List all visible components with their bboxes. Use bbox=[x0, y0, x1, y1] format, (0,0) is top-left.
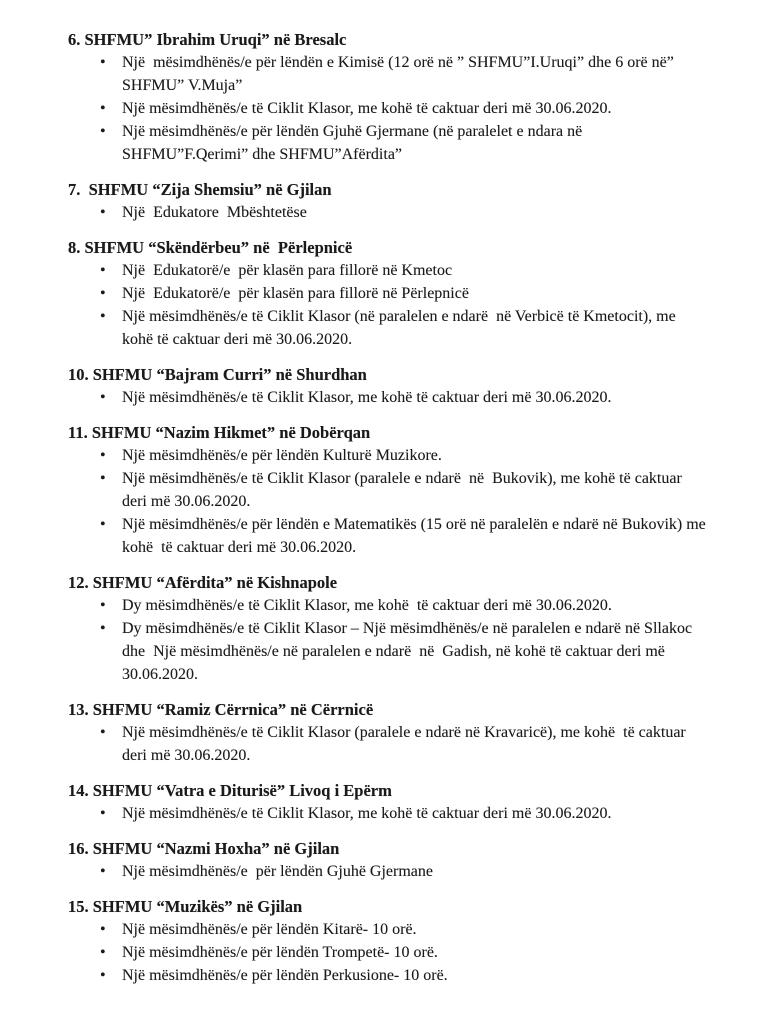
vacancy-item bbox=[100, 120, 706, 166]
school-heading: 15. SHFMU “Muzikës” në Gjilan bbox=[68, 897, 303, 916]
vacancy-item bbox=[100, 594, 706, 617]
vacancy-text: Një mësimdhënës/e për lëndën e Kimisë (12 orë në ” SHFMU”I.Uruqi” dhe 6 orë në” SHFMU” V.Muja” bbox=[122, 54, 678, 94]
bullet-icon: • bbox=[100, 447, 106, 464]
bullet-icon: • bbox=[100, 308, 106, 325]
vacancy-item bbox=[100, 305, 706, 351]
vacancy-list bbox=[68, 386, 706, 409]
vacancy-text: Një mësimdhënës/e për lëndën Trompetë- 10 orë. bbox=[122, 944, 438, 961]
vacancy-list bbox=[68, 860, 706, 883]
bullet-icon: • bbox=[100, 516, 106, 533]
vacancy-list bbox=[68, 594, 706, 686]
vacancy-item bbox=[100, 941, 706, 964]
vacancy-text: Një Edukatorë/e për klasën para fillorë në Përlepnicë bbox=[122, 285, 469, 302]
school-section-8 bbox=[68, 236, 706, 351]
vacancy-text: Një mësimdhënës/e për lëndën Kulturë Muzikore. bbox=[122, 447, 442, 464]
school-heading: 14. SHFMU “Vatra e Diturisë” Livoq i Epërm bbox=[68, 781, 392, 800]
vacancy-item bbox=[100, 513, 710, 559]
bullet-icon: • bbox=[100, 285, 106, 302]
vacancy-item bbox=[100, 617, 706, 686]
vacancy-text: Një mësimdhënës/e të Ciklit Klasor, me kohë të caktuar deri më 30.06.2020. bbox=[122, 100, 612, 117]
vacancy-text: Një mësimdhënës/e për lëndën Kitarë- 10 orë. bbox=[122, 921, 417, 938]
vacancy-item bbox=[100, 386, 706, 409]
bullet-icon: • bbox=[100, 123, 106, 140]
vacancy-item bbox=[100, 964, 706, 987]
vacancy-text: Dy mësimdhënës/e të Ciklit Klasor – Një mësimdhënës/e në paralelen e ndarë në Sllakoc dhe Një mësimdhënës/e në paralelen e ndarë në Gadish, në kohë të caktuar deri më 30.06.2020. bbox=[122, 620, 701, 683]
bullet-icon: • bbox=[100, 805, 106, 822]
vacancy-item bbox=[100, 918, 706, 941]
vacancy-item bbox=[100, 201, 706, 224]
bullet-icon: • bbox=[100, 944, 106, 961]
school-section-11 bbox=[68, 421, 710, 559]
vacancy-text: Një mësimdhënës/e të Ciklit Klasor (paralele e ndarë në Kravaricë), me kohë të caktuar deri më 30.06.2020. bbox=[122, 724, 690, 764]
bullet-icon: • bbox=[100, 967, 106, 984]
school-section-13 bbox=[68, 698, 706, 767]
vacancy-text: Një mësimdhënës/e të Ciklit Klasor (në paralelen e ndarë në Verbicë të Kmetocit), me kohë të caktuar deri më 30.06.2020. bbox=[122, 308, 680, 348]
vacancy-item bbox=[100, 802, 706, 825]
bullet-icon: • bbox=[100, 100, 106, 117]
school-section-6 bbox=[68, 28, 706, 166]
school-heading: 16. SHFMU “Nazmi Hoxha” në Gjilan bbox=[68, 839, 340, 858]
vacancy-text: Një mësimdhënës/e për lëndën Gjuhë Gjermane bbox=[122, 863, 433, 880]
bullet-icon: • bbox=[100, 262, 106, 279]
school-heading: 10. SHFMU “Bajram Curri” në Shurdhan bbox=[68, 365, 367, 384]
bullet-icon: • bbox=[100, 389, 106, 406]
school-heading: 6. SHFMU” Ibrahim Uruqi” në Bresalc bbox=[68, 30, 347, 49]
bullet-icon: • bbox=[100, 54, 106, 71]
vacancy-item bbox=[100, 97, 706, 120]
vacancy-text: Një mësimdhënës/e për lëndën Perkusione- 10 orë. bbox=[122, 967, 448, 984]
vacancy-text: Dy mësimdhënës/e të Ciklit Klasor, me kohë të caktuar deri më 30.06.2020. bbox=[122, 597, 612, 614]
bullet-icon: • bbox=[100, 863, 106, 880]
vacancy-text: Një mësimdhënës/e të Ciklit Klasor, me kohë të caktuar deri më 30.06.2020. bbox=[122, 389, 612, 406]
vacancy-item bbox=[100, 282, 706, 305]
school-heading: 12. SHFMU “Afërdita” në Kishnapole bbox=[68, 573, 338, 592]
bullet-icon: • bbox=[100, 597, 106, 614]
vacancy-item bbox=[100, 467, 706, 513]
vacancy-text: Një mësimdhënës/e të Ciklit Klasor (paralele e ndarë në Bukovik), me kohë të caktuar deri më 30.06.2020. bbox=[122, 470, 686, 510]
vacancy-item bbox=[100, 721, 706, 767]
vacancy-item bbox=[100, 860, 706, 883]
vacancy-item bbox=[100, 444, 706, 467]
vacancy-text: Një mësimdhënës/e për lëndën Gjuhë Gjermane (në paralelet e ndara në SHFMU”F.Qerimi” dhe SHFMU”Afërdita” bbox=[122, 123, 587, 163]
school-heading: 8. SHFMU “Skëndërbeu” në Përlepnicë bbox=[68, 238, 353, 257]
vacancy-text: Një Edukatorë/e për klasën para fillorë në Kmetoc bbox=[122, 262, 453, 279]
vacancy-text: Një Edukatore Mbështetëse bbox=[122, 204, 307, 221]
school-section-16 bbox=[68, 837, 706, 883]
school-section-15 bbox=[68, 895, 706, 987]
vacancy-list bbox=[68, 802, 706, 825]
vacancy-list bbox=[68, 918, 706, 987]
vacancy-item bbox=[100, 51, 706, 97]
bullet-icon: • bbox=[100, 620, 106, 637]
bullet-icon: • bbox=[100, 921, 106, 938]
school-heading: 11. SHFMU “Nazim Hikmet” në Dobërqan bbox=[68, 423, 371, 442]
school-section-12 bbox=[68, 571, 706, 686]
school-section-7 bbox=[68, 178, 706, 224]
school-heading: 7. SHFMU “Zija Shemsiu” në Gjilan bbox=[68, 180, 332, 199]
vacancy-list bbox=[68, 721, 706, 767]
vacancy-list bbox=[68, 444, 710, 559]
vacancy-list bbox=[68, 259, 706, 351]
vacancy-list bbox=[68, 51, 706, 166]
bullet-icon: • bbox=[100, 470, 106, 487]
school-section-10 bbox=[68, 363, 706, 409]
vacancy-list bbox=[68, 201, 706, 224]
vacancy-text: Një mësimdhënës/e për lëndën e Matematikës (15 orë në paralelën e ndarë në Bukovik) me kohë të caktuar deri më 30.06.2020. bbox=[122, 516, 710, 556]
bullet-icon: • bbox=[100, 204, 106, 221]
vacancy-text: Një mësimdhënës/e të Ciklit Klasor, me kohë të caktuar deri më 30.06.2020. bbox=[122, 805, 612, 822]
school-heading: 13. SHFMU “Ramiz Cërrnica” në Cërrnicë bbox=[68, 700, 374, 719]
vacancy-item bbox=[100, 259, 706, 282]
bullet-icon: • bbox=[100, 724, 106, 741]
school-section-14 bbox=[68, 779, 706, 825]
